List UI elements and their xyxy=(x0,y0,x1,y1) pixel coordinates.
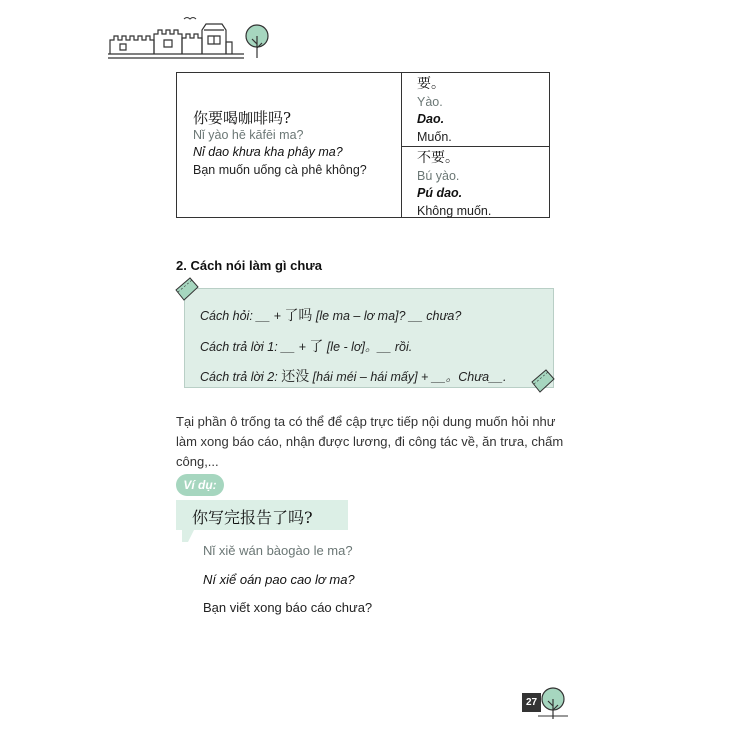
tree-icon xyxy=(538,686,568,720)
answer-vietnamese: Muốn. xyxy=(417,130,452,144)
formula-text: Cách trả lời 2: xyxy=(200,370,282,384)
answer-hanzi: 要。 xyxy=(417,76,445,92)
answer-pinyin: Yào. xyxy=(417,95,443,109)
answer-vietnamese: Không muốn. xyxy=(417,204,492,218)
answer-phonetic: Pú dao. xyxy=(417,186,463,200)
section-title: 2. Cách nói làm gì chưa xyxy=(176,258,322,273)
question-cell xyxy=(193,109,403,179)
formula-text: [le - lơ]。__ rồi. xyxy=(323,340,413,354)
page-number: 27 xyxy=(522,693,541,712)
formula-question xyxy=(200,305,461,325)
formula-text: [hái méi – hái mấy] + __。Chưa__. xyxy=(309,370,507,384)
formula-text: [le ma – lơ ma]? __ chưa? xyxy=(312,309,462,323)
example-vietnamese: Bạn viết xong báo cáo chưa? xyxy=(203,600,373,615)
tape-decoration-icon xyxy=(528,368,558,394)
question-vietnamese: Bạn muốn uống cà phê không? xyxy=(193,163,367,177)
dialog-table xyxy=(176,72,550,218)
example-hanzi: 你写完报告了吗? xyxy=(192,508,313,527)
example-badge: Ví dụ: xyxy=(176,474,224,496)
bird-icon xyxy=(184,18,196,20)
formula-answer-2 xyxy=(200,366,506,386)
answer-hanzi: 不要。 xyxy=(417,150,459,166)
answer-phonetic: Dao. xyxy=(417,112,445,126)
formula-hanzi: 还没 xyxy=(281,369,310,385)
explanation-paragraph: Tại phần ô trống ta có thể để cập trực tiếp nội dung muốn hỏi như làm xong báo cáo, nhận được lương, đi công tác về, ăn trưa, chấm công,... xyxy=(176,414,564,469)
example-phonetic: Ní xiể oán pao cao lơ ma? xyxy=(203,572,355,587)
answer-cell-yes xyxy=(417,75,547,146)
formula-text: Cách hỏi: __ + xyxy=(200,309,285,323)
answer-pinyin: Bú yào. xyxy=(417,169,460,183)
question-phonetic: Nỉ dao khưa kha phây ma? xyxy=(193,145,343,159)
speech-bubble-tail xyxy=(182,530,194,542)
question-hanzi: 你要喝咖啡吗? xyxy=(193,109,292,127)
tree-icon xyxy=(246,25,268,58)
example-pinyin: Nǐ xiě wán bàogào le ma? xyxy=(203,543,353,558)
formula-hanzi: 了 xyxy=(309,339,324,355)
question-pinyin: Nǐ yào hē kāfēi ma? xyxy=(193,128,304,142)
tape-decoration-icon xyxy=(172,276,202,302)
formula-answer-1 xyxy=(200,336,412,356)
formula-text: Cách trả lời 1: __ + xyxy=(200,340,310,354)
table-divider-horizontal xyxy=(401,146,549,147)
answer-cell-no xyxy=(417,149,547,220)
formula-hanzi: 了吗 xyxy=(284,308,313,324)
great-wall-icon xyxy=(108,14,273,62)
